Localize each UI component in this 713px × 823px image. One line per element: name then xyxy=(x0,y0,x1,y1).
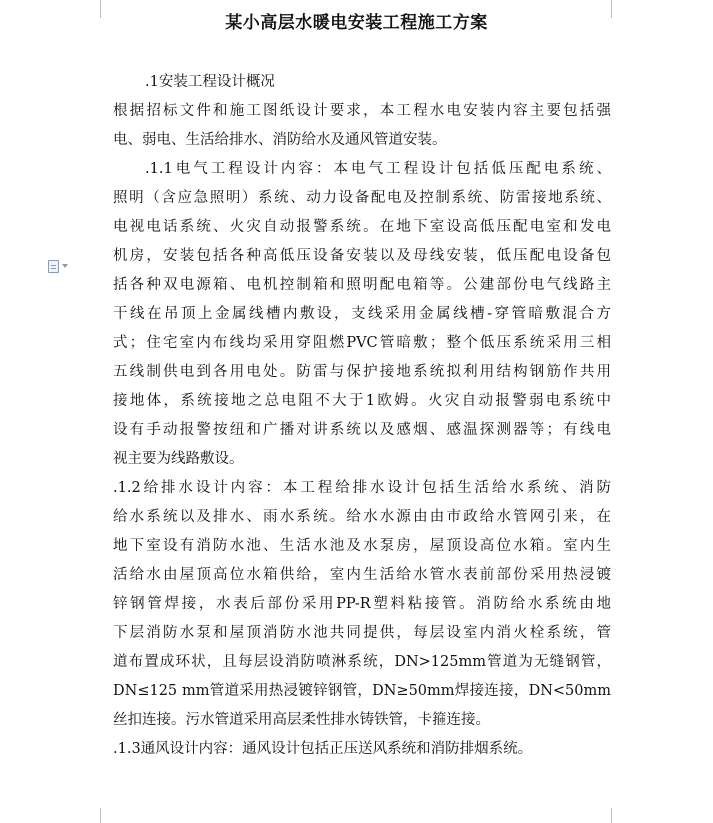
document-body xyxy=(113,68,611,764)
paragraph-line: 道布置成环状，且每层设消防喷淋系统，DN>125mm管道为无缝钢管， xyxy=(113,654,611,670)
paragraph-line: 接地体，系统接地之总电阻不大于1欧姆。火灾自动报警弱电系统中 xyxy=(113,393,611,409)
paragraph-line: .1.1电气工程设计内容：本电气工程设计包括低压配电系统、 xyxy=(145,161,611,177)
paragraph-line: 活给水由屋顶高位水箱供给，室内生活给水管水表前部份采用热浸镀 xyxy=(113,567,611,583)
paragraph-line: 设有手动报警按纽和广播对讲系统以及感烟、感温探测器等；有线电 xyxy=(113,422,611,438)
paragraph-line: 锌钢管焊接，水表后部份采用PP-R塑料粘接管。消防给水系统由地 xyxy=(113,596,611,612)
paragraph-line: 下层消防水泵和屋顶消防水池共同提供，每层设室内消火栓系统，管 xyxy=(113,625,611,641)
paragraph-line: 根据招标文件和施工图纸设计要求，本工程水电安装内容主要包括强 xyxy=(113,103,611,119)
paragraph-line: DN≤125 mm管道采用热浸镀锌钢管，DN≥50mm焊接连接，DN<50mm xyxy=(113,683,611,699)
paragraph-line: 式；住宅室内布线均采用穿阻燃PVC管暗敷；整个低压系统采用三相 xyxy=(113,335,611,351)
paragraph-line: 括各种双电源箱、电机控制箱和照明配电箱等。公建部份电气线路主 xyxy=(113,277,611,293)
paragraph-line: 机房，安装包括各种高低压设备安装以及母线安装，低压配电设备包 xyxy=(113,248,611,264)
chevron-down-icon xyxy=(62,264,68,268)
margin-mark-bottom-right xyxy=(611,808,612,823)
paragraph-options-icon[interactable] xyxy=(48,259,76,273)
paragraph-line: 给水系统以及排水、雨水系统。给水水源由由市政给水管网引来，在 xyxy=(113,509,611,525)
paragraph-line: 视主要为线路敷设。 xyxy=(113,451,244,467)
paragraph-line: 电、弱电、生活给排水、消防给水及通风管道安装。 xyxy=(113,132,447,148)
section-heading: .1安装工程设计概况 xyxy=(145,74,275,90)
paragraph-line: 五线制供电到各用电处。防雷与保护接地系统拟利用结构钢筋作共用 xyxy=(113,364,611,380)
paragraph-line: .1.3通风设计内容：通风设计包括正压送风系统和消防排烟系统。 xyxy=(113,741,533,757)
paragraph-line: 地下室设有消防水池、生活水池及水泵房，屋顶设高位水箱。室内生 xyxy=(113,538,611,554)
document-title: 某小高层水暖电安装工程施工方案 xyxy=(225,13,488,33)
paragraph-line: 照明（含应急照明）系统、动力设备配电及控制系统、防雷接地系统、 xyxy=(113,190,611,206)
document-icon xyxy=(48,260,59,273)
paragraph-line: 电视电话系统、火灾自动报警系统。在地下室设高低压配电室和发电 xyxy=(113,219,611,235)
paragraph-line: .1.2给排水设计内容：本工程给排水设计包括生活给水系统、消防 xyxy=(113,480,611,496)
paragraph-line: 干线在吊顶上金属线槽内敷设，支线采用金属线槽-穿管暗敷混合方 xyxy=(113,306,611,322)
margin-mark-bottom-left xyxy=(100,808,101,823)
paragraph-line: 丝扣连接。污水管道采用高层柔性排水铸铁管，卡箍连接。 xyxy=(113,712,490,728)
